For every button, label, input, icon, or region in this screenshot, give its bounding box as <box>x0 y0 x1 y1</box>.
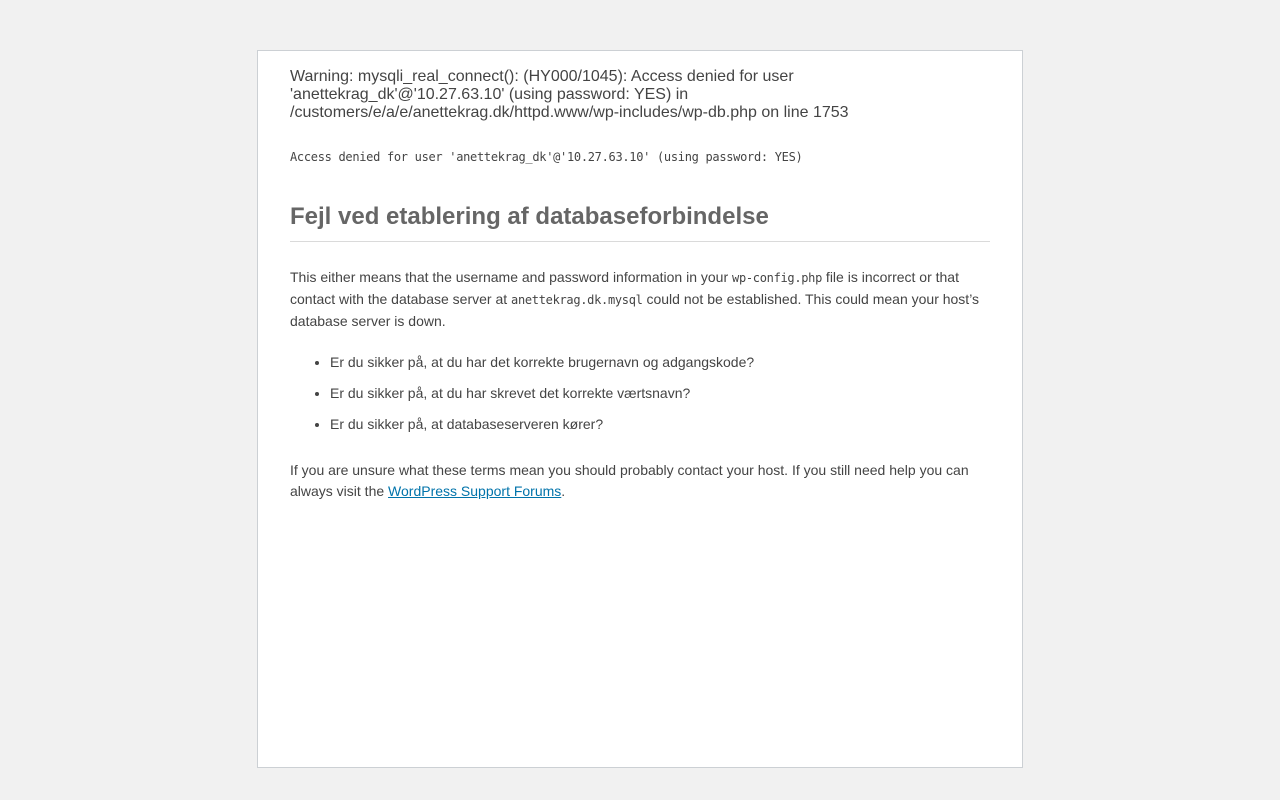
explanation-part-1: This either means that the username and password information in your <box>290 269 733 285</box>
php-warning <box>290 63 990 122</box>
warning-line-3: /customers/e/a/e/anettekrag.dk/httpd.www/wp-includes/wp-db.php on line 1753 <box>290 104 849 121</box>
error-page-card <box>257 50 1023 768</box>
help-text-end: . <box>561 483 566 499</box>
checklist <box>290 352 990 435</box>
support-forums-link[interactable]: WordPress Support Forums <box>388 483 562 499</box>
config-file-name: wp-config.php <box>732 271 823 285</box>
checklist-item: • Er du sikker på, at du har det korrekte brugernavn og adgangskode? <box>330 352 990 373</box>
warning-line-1: Warning: mysqli_real_connect(): (HY000/1045): Access denied for user <box>290 68 794 85</box>
help-paragraph <box>290 460 990 502</box>
db-host-name: anettekrag.dk.mysql <box>511 293 643 307</box>
help-text: If you are unsure what these terms mean you should probably contact your host. If you still need help you can always visit the <box>290 462 969 499</box>
explanation-part-3: could not be established. This could mean your host’s database server is down. <box>290 291 980 329</box>
access-denied-message: Access denied for user 'anettekrag_dk'@'10.27.63.10' (using password: YES) <box>290 150 803 164</box>
page-title: Fejl ved etablering af databaseforbindelse <box>290 202 990 242</box>
explanation-paragraph <box>290 267 990 332</box>
checklist-item: • Er du sikker på, at databaseserveren kører? <box>330 414 990 435</box>
checklist-item: • Er du sikker på, at du har skrevet det korrekte værtsnavn? <box>330 383 990 404</box>
explanation-part-2: file is incorrect or that contact with the database server at <box>290 269 959 307</box>
warning-line-2: 'anettekrag_dk'@'10.27.63.10' (using password: YES) in <box>290 86 689 103</box>
